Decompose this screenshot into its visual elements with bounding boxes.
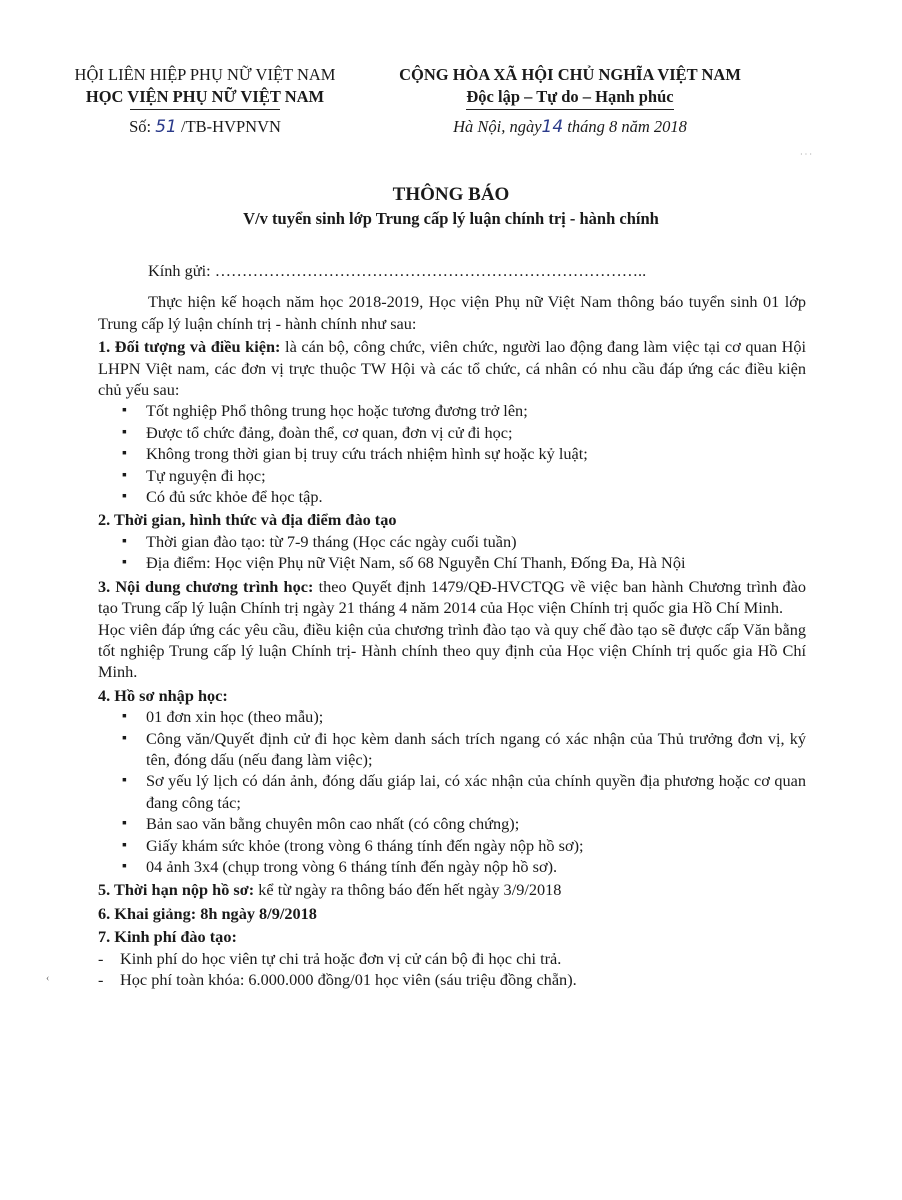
margin-mark: ‹: [46, 973, 50, 984]
section-3-heading: 3. Nội dung chương trình học:: [98, 576, 314, 596]
list-item: ▪ Có đủ sức khỏe để học tập.: [120, 486, 806, 507]
section-6-heading: 6. Khai giảng: 8h ngày 8/9/2018: [98, 903, 317, 923]
document-subtitle: V/v tuyển sinh lớp Trung cấp lý luận chính trị - hành chính: [243, 209, 659, 228]
header-divider: [130, 109, 280, 110]
section-4: [98, 685, 806, 706]
list-item: ▪ 04 ảnh 3x4 (chụp trong vòng 6 tháng tính đến ngày nộp hồ sơ).: [120, 856, 806, 877]
section-7-heading: 7. Kinh phí đào tạo:: [98, 927, 237, 947]
list-item: ▪ Không trong thời gian bị truy cứu trách nhiệm hình sự hoặc kỷ luật;: [120, 443, 806, 464]
section-1-text: là cán bộ, công chức, viên chức, người lao động đang làm việc tại cơ quan Hội LHPN Việt nam, các đơn vị trực thuộc TW Hội và các tổ chức, cá nhân có nhu cầu đáp ứng các điều kiện chủ yếu sau:: [98, 337, 806, 400]
section-5: [98, 879, 806, 900]
issuer-block: [60, 64, 350, 138]
section-5-text: kể từ ngày ra thông báo đến hết ngày 3/9/2018: [254, 880, 562, 900]
parent-organization: HỘI LIÊN HIỆP PHỤ NỮ VIỆT NAM: [74, 65, 336, 84]
section-2: [98, 509, 806, 530]
section-2-heading: 2. Thời gian, hình thức và địa điểm đào tạo: [98, 510, 397, 530]
section-3-text: theo Quyết định 1479/QĐ-HVCTQG về việc ban hành Chương trình đào tạo Trung cấp lý luận Chính trị ngày 21 tháng 4 năm 2014 của Học viện Chính trị quốc gia Hồ Chí Minh.: [98, 576, 806, 618]
section-1-list: [98, 400, 806, 507]
section-3: [98, 576, 806, 619]
section-2-list: [98, 531, 806, 574]
list-item: ▪ Bản sao văn bằng chuyên môn cao nhất (có công chứng);: [120, 813, 806, 834]
list-item: ▪ Tốt nghiệp Phổ thông trung học hoặc tương đương trở lên;: [120, 400, 806, 421]
handwritten-number: 51: [155, 117, 177, 137]
list-item: ▪ Địa điểm: Học viện Phụ nữ Việt Nam, số 68 Nguyễn Chí Thanh, Đống Đa, Hà Nội: [120, 552, 806, 573]
list-item: ▪ Công văn/Quyết định cử đi học kèm danh sách trích ngang có xác nhận của Thủ trưởng đơn vị, ký tên, đóng dấu (nếu đang làm việc);: [120, 728, 806, 771]
section-1-heading: 1. Đối tượng và điều kiện:: [98, 337, 281, 357]
section-5-heading: 5. Thời hạn nộp hồ sơ:: [98, 880, 255, 900]
organization-name: HỌC VIỆN PHỤ NỮ VIỆT NAM: [85, 87, 325, 106]
section-1: [98, 336, 806, 400]
country-name: CỘNG HÒA XÃ HỘI CHỦ NGHĨA VIỆT NAM: [399, 65, 741, 84]
document-number: Số: 51 /TB-HVPNVN: [129, 117, 281, 137]
list-item: - Học phí toàn khóa: 6.000.000 đồng/01 học viên (sáu triệu đồng chẵn).: [98, 969, 806, 990]
list-item: - Kinh phí do học viên tự chi trả hoặc đơn vị cử cán bộ đi học chi trả.: [98, 948, 806, 969]
section-3-paragraph: Học viên đáp ứng các yêu cầu, điều kiện của chương trình đào tạo và quy chế đào tạo sẽ được cấp Văn bằng tốt nghiệp Trung cấp lý luận Chính trị- Hành chính theo quy định của Học viện Chính trị quốc gia Hồ Chí Minh.: [98, 619, 806, 682]
issue-date: Hà Nội, ngày14 tháng 8 năm 2018: [453, 117, 687, 137]
scan-speck: · · ·: [800, 150, 812, 159]
document-body: [98, 260, 806, 990]
list-item: ▪ Được tổ chức đảng, đoàn thể, cơ quan, đơn vị cử đi học;: [120, 422, 806, 443]
national-header: [370, 64, 770, 138]
list-item: ▪ Sơ yếu lý lịch có dán ảnh, đóng dấu giáp lai, có xác nhận của chính quyền địa phương hoặc cơ quan đang công tác;: [120, 770, 806, 813]
section-4-list: [98, 706, 806, 877]
section-7-list: [98, 948, 806, 991]
list-item: ▪ 01 đơn xin học (theo mẫu);: [120, 706, 806, 727]
intro-paragraph: Thực hiện kế hoạch năm học 2018-2019, Học viện Phụ nữ Việt Nam thông báo tuyển sinh 01 lớp Trung cấp lý luận chính trị - hành chính như sau:: [98, 292, 806, 333]
national-motto: Độc lập – Tự do – Hạnh phúc: [466, 86, 673, 110]
list-item: ▪ Thời gian đào tạo: từ 7-9 tháng (Học các ngày cuối tuần): [120, 531, 806, 552]
recipient-line: Kính gửi: ……………………………………………………………………..: [148, 261, 647, 280]
handwritten-day: 14: [541, 117, 564, 137]
section-6: [98, 903, 806, 924]
list-item: ▪ Giấy khám sức khỏe (trong vòng 6 tháng tính đến ngày nộp hồ sơ);: [120, 835, 806, 856]
section-7: [98, 926, 806, 947]
section-4-heading: 4. Hồ sơ nhập học:: [98, 685, 228, 705]
document-title: THÔNG BÁO: [392, 184, 510, 205]
list-item: ▪ Tự nguyện đi học;: [120, 465, 806, 486]
